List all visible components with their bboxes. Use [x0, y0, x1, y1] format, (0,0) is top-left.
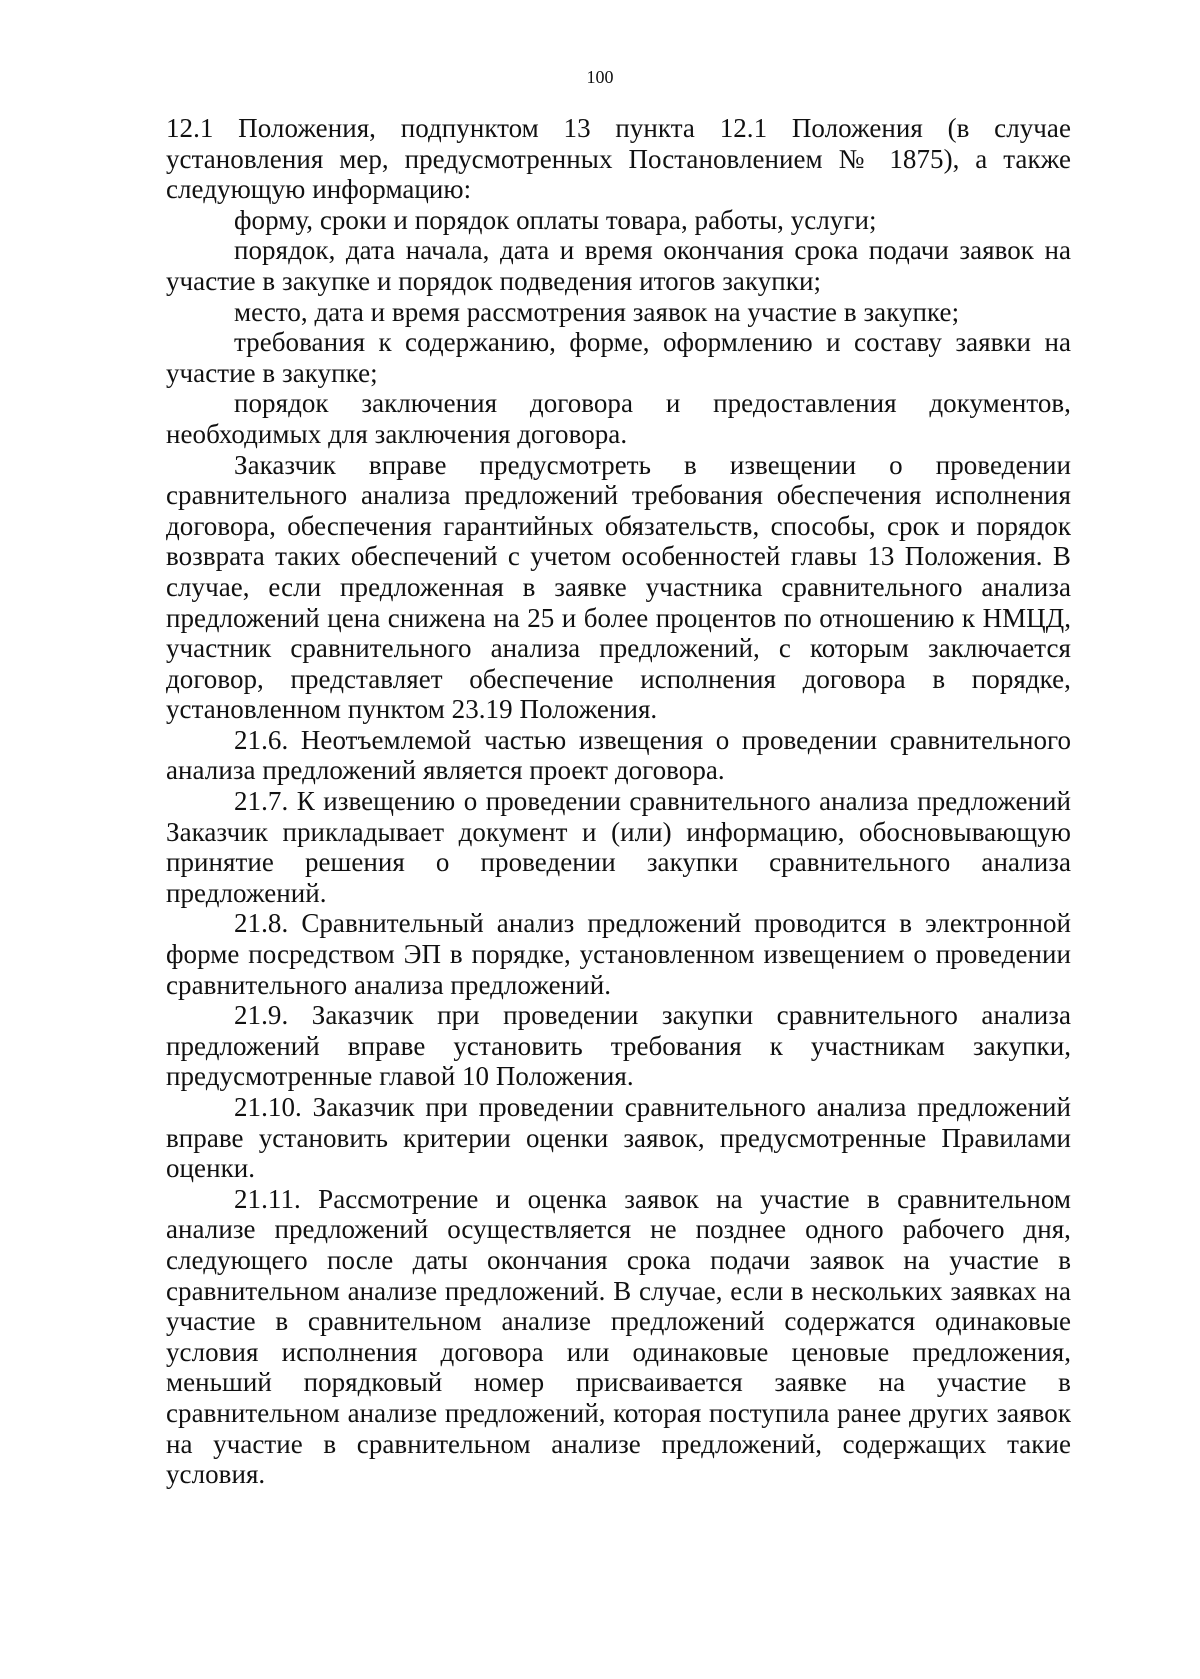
page-number: 100	[586, 67, 614, 87]
paragraph-review-place: место, дата и время рассмотрения заявок на участие в закупке;	[234, 296, 960, 327]
paragraph-application-deadlines: порядок, дата начала, дата и время окончания срока подачи заявок на участие в закупке и порядок подведения итогов закупки;	[166, 235, 1071, 296]
paragraph-security-requirements: Заказчик вправе предусмотреть в извещении о проведении сравнительного анализа предложений требования обеспечения исполнения договора, обеспечения гарантийных обязательств, способы, срок и порядок возврата таких обеспечений с учетом особенностей главы 13 Положения. В случае, если предложенная в заявке участника сравнительного анализа предложений цена снижена на 25 и более процентов по отношению к НМЦД, участник сравнительного анализа предложений, с которым заключается договор, представляет обеспечение исполнения договора в порядке, установленном пунктом 23.19 Положения.	[166, 449, 1071, 725]
document-body	[166, 113, 1071, 1490]
paragraph-21-9: 21.9. Заказчик при проведении закупки сравнительного анализа предложений вправе установить требования к участникам закупки, предусмотренные главой 10 Положения.	[166, 1000, 1071, 1092]
paragraph-21-8: 21.8. Сравнительный анализ предложений проводится в электронной форме посредством ЭП в порядке, установленном извещением о проведении сравнительного анализа предложений.	[166, 908, 1071, 1000]
paragraph-contract-procedure: порядок заключения договора и предоставления документов, необходимых для заключения договора.	[166, 388, 1071, 449]
paragraph-application-requirements: требования к содержанию, форме, оформлению и составу заявки на участие в закупке;	[166, 327, 1071, 388]
paragraph-21-10: 21.10. Заказчик при проведении сравнительного анализа предложений вправе установить критерии оценки заявок, предусмотренные Правилами оценки.	[166, 1092, 1071, 1184]
paragraph-21-6: 21.6. Неотъемлемой частью извещения о проведении сравнительного анализа предложений является проект договора.	[166, 724, 1071, 786]
paragraph-payment-terms: форму, сроки и порядок оплаты товара, работы, услуги;	[234, 204, 877, 235]
paragraph-21-7: 21.7. К извещению о проведении сравнительного анализа предложений Заказчик прикладывает документ и (или) информацию, обосновывающую принятие решения о проведении закупки сравнительного анализа предложений.	[166, 786, 1071, 908]
paragraph-continuation: 12.1 Положения, подпунктом 13 пункта 12.1 Положения (в случае установления мер, предусмотренных Постановлением № 1875), а также следующую информацию:	[166, 113, 1071, 205]
paragraph-21-11: 21.11. Рассмотрение и оценка заявок на участие в сравнительном анализе предложений осуществляется не позднее одного рабочего дня, следующего после даты окончания срока подачи заявок на участие в сравнительном анализе предложений. В случае, если в нескольких заявках на участие в сравнительном анализе предложений содержатся одинаковые условия исполнения договора или одинаковые ценовые предложения, меньший порядковый номер присваивается заявке на участие в сравнительном анализе предложений, которая поступила ранее других заявок на участие в сравнительном анализе предложений, содержащих такие условия.	[166, 1183, 1071, 1490]
